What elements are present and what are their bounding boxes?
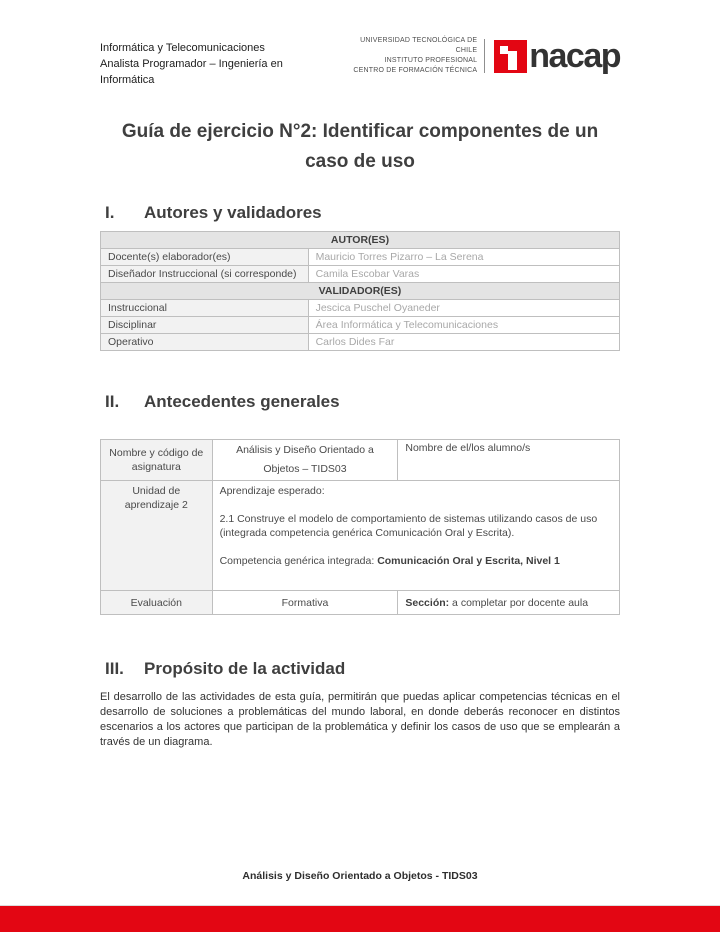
generic-competence-line: [220, 554, 612, 568]
university-line1: UNIVERSIDAD TECNOLÓGICA DE CHILE: [360, 37, 478, 54]
logo-stem-shape: [508, 51, 517, 70]
footer-course-label: Análisis y Diseño Orientado a Objetos - TIDS03: [242, 870, 478, 882]
university-name-block: [339, 36, 478, 76]
author-row-label: Docente(s) elaborador(es): [101, 249, 309, 266]
course-name-cell: Análisis y Diseño Orientado a Objetos – TIDS03: [212, 440, 398, 481]
validator-row-value: Carlos Dides Far: [308, 334, 619, 351]
logo-dot-shape: [500, 46, 508, 54]
unit-label-cell: Unidad de aprendizaje 2: [101, 481, 213, 591]
section-number: III.: [105, 659, 124, 678]
department-block: [100, 36, 339, 88]
section-number: II.: [105, 392, 120, 411]
inacap-logo-icon: [494, 40, 527, 73]
validator-row-label: Instruccional: [101, 300, 309, 317]
page-header: [100, 0, 620, 88]
aprendizaje-esperado-line: Aprendizaje esperado:: [219, 485, 325, 497]
header-divider: [484, 39, 485, 73]
section-title: Propósito de la actividad: [144, 659, 346, 678]
table-row: [101, 300, 620, 317]
table-row: [101, 249, 620, 266]
table-row: [101, 266, 620, 283]
evaluation-label-cell: Evaluación: [101, 591, 213, 615]
section-heading-autores: [100, 202, 620, 224]
validator-row-value: Área Informática y Telecomunicaciones: [308, 317, 619, 334]
seccion-bold: Sección:: [405, 596, 450, 609]
validator-row-label: Disciplinar: [101, 317, 309, 334]
seccion-value: a completar por docente aula: [449, 596, 589, 609]
section-heading-antecedentes: [100, 391, 620, 413]
students-cell: Nombre de el/los alumno/s: [398, 440, 620, 481]
section-cell: [398, 591, 620, 615]
university-line3: CENTRO DE FORMACIÓN TÉCNICA: [353, 67, 478, 74]
page-title: Guía de ejercicio N°2: Identificar componentes de un caso de uso: [121, 121, 599, 172]
inacap-logo: [494, 36, 620, 75]
author-row-label: Diseñador Instruccional (si corresponde): [101, 266, 309, 283]
validadores-header-cell: VALIDADOR(ES): [101, 283, 620, 300]
table-row: [101, 440, 620, 481]
table-row: [101, 591, 620, 615]
table-row: [101, 283, 620, 300]
autores-header-cell: AUTOR(ES): [101, 232, 620, 249]
department-line2: Analista Programador – Ingeniería en Informática: [100, 58, 283, 86]
course-label-cell: Nombre y código de asignatura: [101, 440, 213, 481]
university-line2: INSTITUTO PROFESIONAL: [384, 57, 478, 64]
authors-validators-table: [100, 231, 620, 351]
department-line1: Informática y Telecomunicaciones: [100, 42, 265, 54]
author-row-value: Camila Escobar Varas: [308, 266, 619, 283]
outcome-description: 2.1 Construye el modelo de comportamiento de sistemas utilizando casos de uso (integrada competencia genérica Comunicación Oral y Escrita).: [219, 513, 598, 539]
author-row-value: Mauricio Torres Pizarro – La Serena: [308, 249, 619, 266]
inacap-wordmark: nacap: [529, 36, 620, 75]
footer-red-bar: [0, 905, 720, 932]
validator-row-label: Operativo: [101, 334, 309, 351]
table-row: [101, 481, 620, 591]
evaluation-type-cell: Formativa: [212, 591, 398, 615]
antecedentes-table: [100, 439, 620, 615]
document-page: [100, 0, 620, 750]
table-row: [101, 317, 620, 334]
table-row: [101, 334, 620, 351]
learning-outcome-cell: [212, 481, 619, 591]
section-title: Autores y validadores: [144, 203, 322, 222]
competence-bold: Comunicación Oral y Escrita, Nivel 1: [377, 555, 560, 567]
validator-row-value: Jescica Puschel Oyaneder: [308, 300, 619, 317]
competence-prefix: Competencia genérica integrada:: [219, 555, 378, 567]
section-title: Antecedentes generales: [144, 392, 340, 411]
brand-block: [339, 36, 621, 76]
section-heading-proposito: [100, 658, 620, 680]
purpose-paragraph: El desarrollo de las actividades de esta guía, permitirán que puedas aplicar competencias técnicas en el desarrollo de soluciones a problemáticas del mundo laboral, en donde deberás reconocer en distintos escenarios a los actores que participan de la problemática y definir los casos de uso que se emplearán a través de un diagrama.: [100, 691, 620, 748]
table-row: [101, 232, 620, 249]
section-number: I.: [105, 203, 115, 222]
